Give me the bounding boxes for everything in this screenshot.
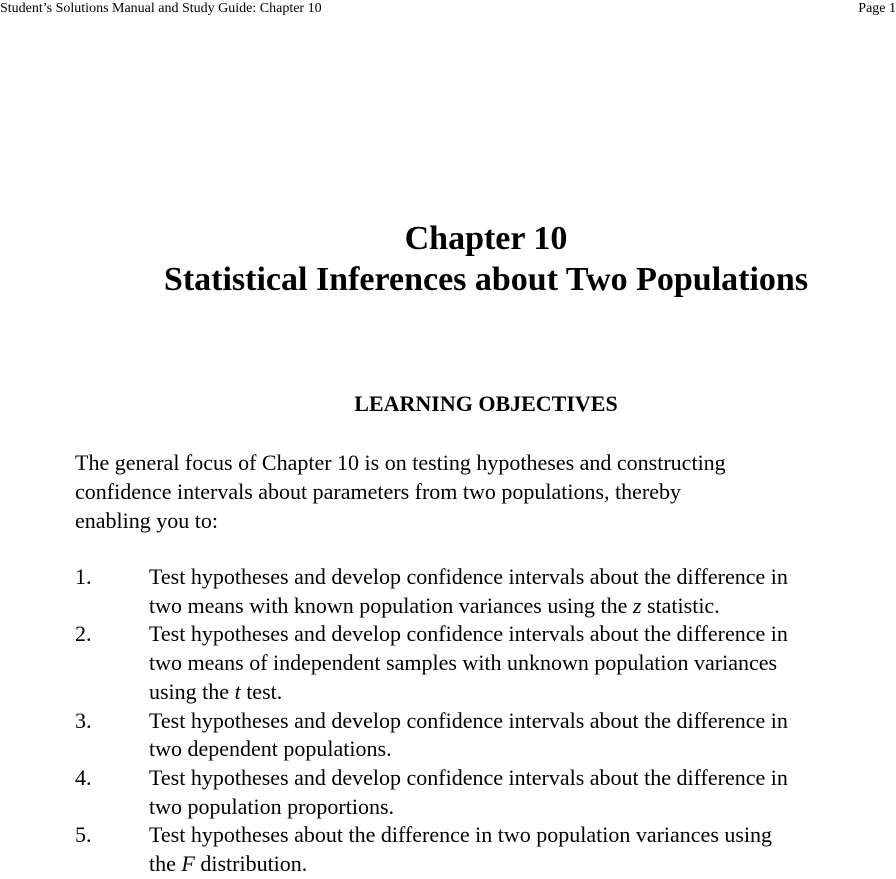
f-variable: F: [181, 851, 195, 877]
objective-number: 5.: [75, 822, 92, 848]
objective-text: [149, 707, 890, 764]
objective-line-part: two means with known population variances using the: [149, 592, 633, 618]
objective-line: Test hypotheses and develop confidence intervals about the difference in: [149, 564, 788, 589]
objective-line: Test hypotheses and develop confidence intervals about the difference in: [149, 764, 788, 790]
objective-line: Test hypotheses and develop confidence intervals about the difference in: [149, 621, 788, 647]
intro-paragraph: [75, 448, 855, 535]
objective-line: [149, 592, 890, 621]
objective-text: [149, 821, 890, 878]
z-variable: z: [632, 592, 642, 618]
objective-number: 2.: [75, 621, 92, 647]
objective-text: [149, 563, 890, 620]
chapter-title: Statistical Inferences about Two Populations: [163, 261, 809, 298]
objective-item: [75, 764, 890, 821]
objective-line: Test hypotheses about the difference in two population variances using: [149, 822, 773, 848]
objective-line: [149, 678, 890, 707]
objective-line-part: the: [149, 851, 182, 877]
objective-item: [75, 563, 890, 620]
intro-line: enabling you to:: [75, 508, 218, 533]
learning-objectives-heading: LEARNING OBJECTIVES: [354, 391, 618, 416]
page-number: Page 1: [858, 1, 896, 16]
chapter-number: Chapter 10: [404, 220, 568, 257]
objective-line: two population proportions.: [149, 793, 395, 819]
objective-line: two means of independent samples with unknown population variances: [149, 650, 778, 676]
objective-item: [75, 707, 890, 764]
objective-number: 1.: [75, 564, 92, 589]
running-header-title: Student’s Solutions Manual and Study Guide: Chapter 10: [0, 1, 322, 16]
objective-line: two dependent populations.: [149, 736, 392, 762]
intro-line: confidence intervals about parameters from two populations, thereby: [75, 479, 682, 504]
t-variable: t: [234, 678, 241, 704]
objective-line-part: test.: [240, 678, 283, 704]
objective-line: [149, 850, 890, 879]
objective-line-part: distribution.: [194, 851, 308, 877]
objective-text: [149, 620, 890, 706]
intro-line: The general focus of Chapter 10 is on testing hypotheses and constructing: [75, 450, 726, 475]
objective-text: [149, 764, 890, 821]
objective-number: 3.: [75, 707, 92, 733]
objective-item: [75, 821, 890, 878]
objective-number: 4.: [75, 764, 92, 790]
objective-item: [75, 620, 890, 706]
objectives-list: [75, 563, 890, 879]
objective-line-part: using the: [149, 678, 235, 704]
objective-line-part: statistic.: [641, 592, 720, 618]
objective-line: Test hypotheses and develop confidence intervals about the difference in: [149, 707, 788, 733]
